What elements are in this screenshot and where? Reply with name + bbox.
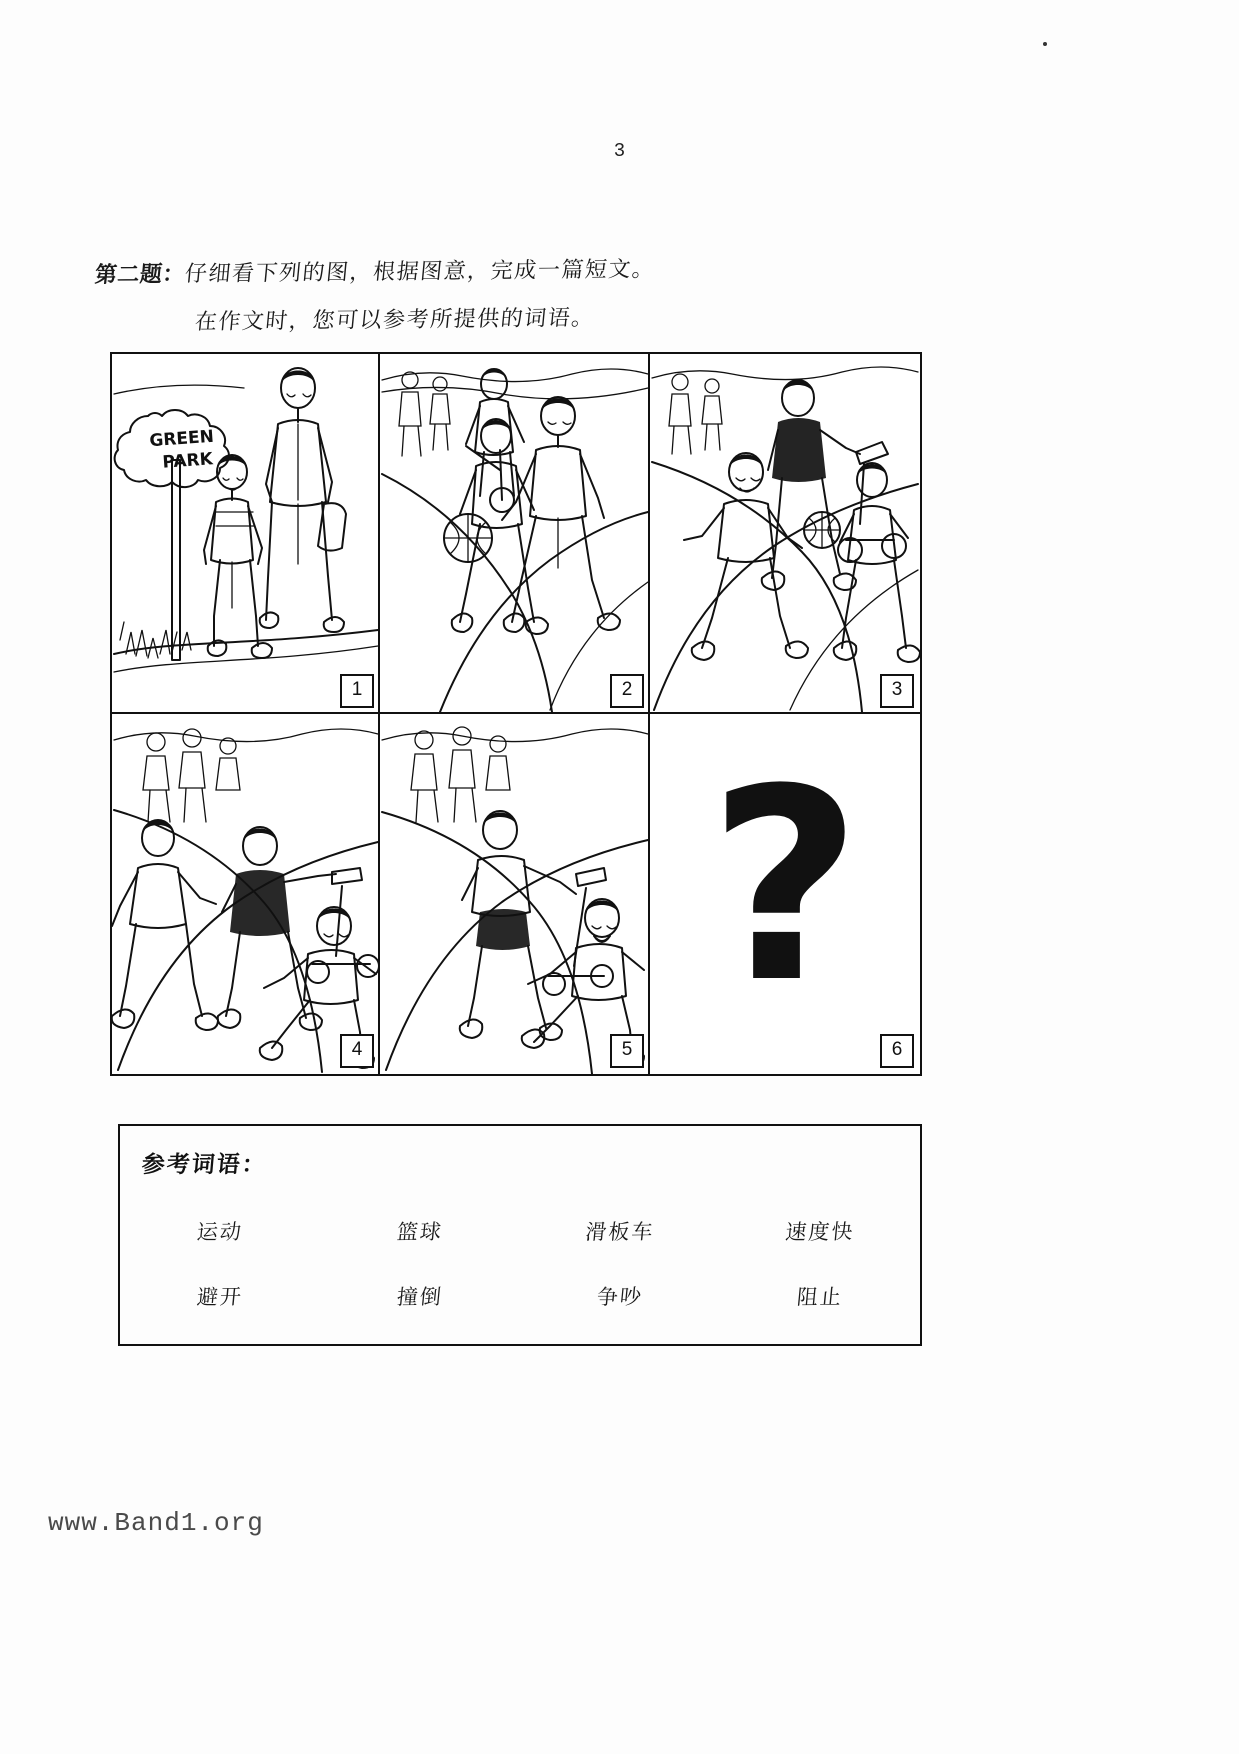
panel-2-artwork: [380, 354, 650, 714]
vocabulary-word: 撞倒: [395, 1284, 445, 1310]
vocabulary-row-2: [120, 1281, 920, 1311]
vocabulary-word: 避开: [195, 1284, 245, 1310]
panel-4-artwork: [112, 714, 380, 1074]
vocabulary-word: 争吵: [595, 1284, 645, 1310]
vocabulary-row-1: [120, 1216, 920, 1246]
vocabulary-word: 滑板车: [584, 1219, 656, 1245]
comic-panel-4: [110, 712, 382, 1076]
comic-panel-6: [648, 712, 922, 1076]
comic-panel-1: [110, 352, 382, 716]
comic-panel-2: [378, 352, 652, 716]
instruction-text-1: 仔细看下列的图，根据图意，完成一篇短文。: [183, 257, 657, 288]
instruction-heading: 第二题：: [93, 262, 187, 288]
comic-panel-5: [378, 712, 652, 1076]
panel-3-artwork: [650, 354, 920, 714]
svg-text:GREEN: GREEN: [148, 426, 215, 452]
vocabulary-word: 速度快: [784, 1219, 856, 1245]
panel-2-number: 2: [610, 674, 644, 708]
vocabulary-word: 运动: [195, 1219, 245, 1245]
paper-speck: [1043, 42, 1047, 46]
comic-strip: [110, 352, 918, 1072]
vocabulary-title: 参考词语：: [140, 1152, 268, 1178]
panel-3-number: 3: [880, 674, 914, 708]
page-number: 3: [613, 140, 626, 162]
vocabulary-word: 阻止: [795, 1284, 845, 1310]
instructions-block: [95, 258, 995, 336]
panel-1-artwork: [112, 354, 380, 714]
panel-5-artwork: [380, 714, 650, 1074]
panel-1-number: 1: [340, 674, 374, 708]
instruction-line-2: 在作文时，您可以参考所提供的词语。: [193, 305, 596, 335]
comic-panel-3: [648, 352, 922, 716]
panel-6-question-mark: [650, 714, 920, 1074]
panel-4-number: 4: [340, 1034, 374, 1068]
footer-url: www.Band1.org: [48, 1508, 264, 1538]
panel-5-number: 5: [610, 1034, 644, 1068]
panel-6-number: 6: [880, 1034, 914, 1068]
vocabulary-box: [118, 1124, 922, 1346]
instruction-line-1: [94, 249, 998, 289]
question-mark-symbol: ?: [708, 733, 862, 1042]
svg-text:PARK: PARK: [161, 449, 214, 473]
vocabulary-word: 篮球: [395, 1219, 445, 1245]
